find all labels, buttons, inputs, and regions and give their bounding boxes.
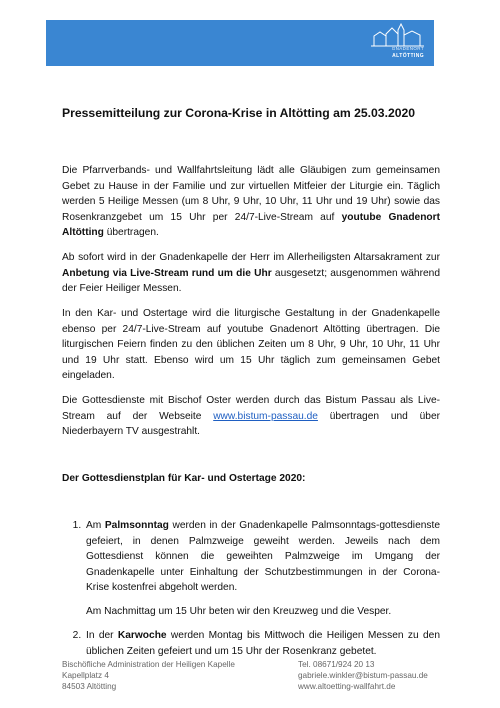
paragraph-4: Die Gottesdienste mit Bischof Oster werden durch das Bistum Passau als Live-Stream auf der Webseite www.bistum-passau.de übertragen und über Niederbayern TV ausgestrahlt. <box>62 395 441 437</box>
gnadenort-altoetting-logo <box>364 22 428 64</box>
document-title: Pressemitteilung zur Corona-Krise in Altötting am 25.03.2020 <box>62 106 416 120</box>
logo-text-altoetting: ALTÖTTING <box>392 53 424 59</box>
list-item: 2. In der Karwoche werden Montag bis Mittwoch die Heiligen Messen zu den üblichen Zeiten gefeiert und um 15 Uhr der Rosenkranz gebetet. <box>84 628 440 659</box>
paragraph-3: In den Kar- und Ostertage wird die liturgische Gestaltung in der Gnadenkapelle ebenso per 24/7-Live-Stream auf youtube Gnadenort Altötting übertragen. Die liturgischen Feiern finden zu den üblichen Zeiten um 8 Uhr, 9 Uhr, 10 Uhr, 11 Uhr und 19 Uhr statt. Ebenso wird um 15 Uhr täglich zum gemeinsamen Gebet eingeladen. <box>62 308 440 381</box>
adoration-highlight: Anbetung via Live-Stream rund um die Uhr <box>62 267 272 279</box>
paragraph-1: Die Pfarrverbands- und Wallfahrtsleitung lädt alle Gläubigen zum gemeinsamen Gebet zu Hause in der Familie und zur virtuellen Mitfeier der Liturgie ein. Täglich werden 5 Heilige Messen (um 8 Uhr, 9 Uhr, 10 Uhr, 11 Uhr und 19 Uhr) sowie das Rosenkranzgebet um 15 Uhr per 24/7-Live-Stream auf youtube Gnadenort Altötting übertragen. <box>62 165 441 238</box>
list-item: 1. Am Palmsonntag werden in der Gnadenkapelle Palmsonntags-gottesdienste gefeiert, in denen Palmzweige geweiht werden. Jeweils nach dem Gottesdienst können die geweihten Palmzweige im Umgang der Gnadenkapelle unter Einhaltung der Schutzbestimmungen in der Corona-Krise kostenfrei abgeholt werden. Am Nachmittag um 15 Uhr beten wir den Kreuzweg und die Vesper. <box>84 518 440 619</box>
schedule-list <box>62 518 440 659</box>
document-body <box>62 163 440 668</box>
bistum-passau-link[interactable]: www.bistum-passau.de <box>213 410 318 422</box>
schedule-heading: Der Gottesdienstplan für Kar- und Ostertage 2020: <box>62 472 306 484</box>
chapel-silhouette-icon <box>368 22 428 48</box>
karwoche-label: Karwoche <box>117 630 167 641</box>
footer-email: gabriele.winkler@bistum-passau.de <box>298 671 428 681</box>
footer-phone: Tel. 08671/924 20 13 <box>298 660 375 669</box>
paragraph-2: Ab sofort wird in der Gnadenkapelle der Herr im Allerheiligsten Altarsakrament zur Anbetung via Live-Stream rund um die Uhr ausgesetzt; ausgenommen während der Feier Heiliger Messen. <box>62 252 440 294</box>
footer-website: www.altoetting-wallfahrt.de <box>298 682 396 692</box>
youtube-channel-name: youtube Gnadenort Altötting <box>62 211 441 238</box>
footer-address: Bischöfliche Administration der Heiligen Kapelle Kapellplatz 4 84503 Altötting <box>62 660 235 692</box>
header-band <box>46 20 434 66</box>
logo-text-gnadenort: GNADENORT <box>391 46 424 51</box>
palmsonntag-label: Palmsonntag <box>104 520 169 531</box>
footer-contact <box>298 659 428 693</box>
list-item-subparagraph: Am Nachmittag um 15 Uhr beten wir den Kreuzweg und die Vesper. <box>86 605 392 617</box>
